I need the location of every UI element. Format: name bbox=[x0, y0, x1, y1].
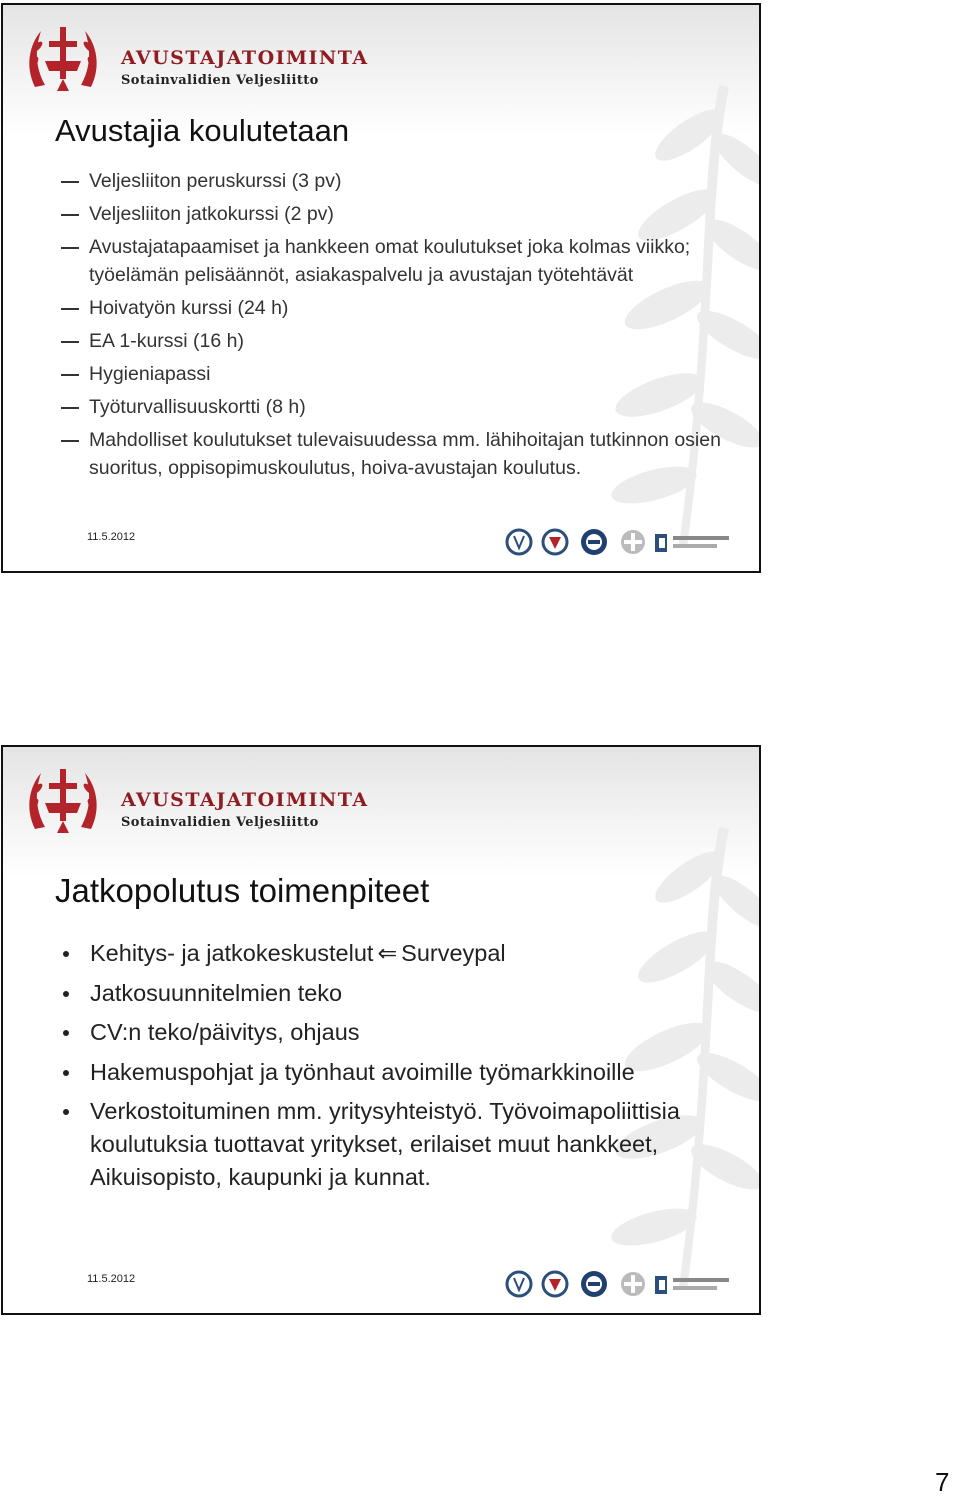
dash-icon bbox=[61, 247, 79, 249]
list-item bbox=[61, 1056, 751, 1089]
training-list bbox=[61, 167, 751, 487]
list-item bbox=[61, 393, 751, 421]
partner-logo-4-icon bbox=[619, 528, 647, 560]
partner-logo-5-icon bbox=[653, 530, 733, 560]
list-item-text: Hakemuspohjat ja työnhaut avoimille työmarkkinoille bbox=[90, 1058, 635, 1085]
list-item bbox=[61, 167, 751, 195]
veljesliitto-emblem-icon bbox=[25, 765, 101, 837]
dash-icon bbox=[61, 308, 79, 310]
dash-icon bbox=[61, 440, 79, 442]
partner-logo-5-icon bbox=[653, 1272, 733, 1302]
slide-1 bbox=[1, 3, 761, 573]
list-item bbox=[61, 233, 751, 289]
list-item-text: Surveypal bbox=[401, 940, 506, 966]
list-item-text: CV:n teko/päivitys, ohjaus bbox=[90, 1019, 360, 1045]
list-item-text: Avustajatapaamiset ja hankkeen omat koulutukset joka kolmas viikko; työelämän pelisäännöt, asiakaspalvelu ja avustajan työtehtävät bbox=[89, 236, 691, 286]
list-item-text: Kehitys- ja jatkokeskustelut bbox=[90, 940, 374, 966]
list-item bbox=[61, 294, 751, 322]
list-item bbox=[61, 1016, 751, 1049]
partner-logos bbox=[501, 1262, 737, 1302]
left-arrow-icon: ⇐ bbox=[377, 940, 398, 966]
list-item bbox=[61, 327, 751, 355]
list-item-text: Mahdolliset koulutukset tulevaisuudessa mm. lähihoitajan tutkinnon osien suoritus, oppisopimuskoulutus, hoiva-avustajan koulutus. bbox=[89, 429, 721, 479]
list-item-text: Veljesliiton peruskurssi (3 pv) bbox=[89, 170, 342, 192]
list-item bbox=[61, 426, 751, 482]
measures-list bbox=[61, 937, 751, 1201]
partner-logo-4-icon bbox=[619, 1270, 647, 1302]
slide-date: 11.5.2012 bbox=[87, 1273, 136, 1285]
list-item bbox=[61, 200, 751, 228]
list-item bbox=[61, 1095, 751, 1194]
list-item-text: Työturvallisuuskortti (8 h) bbox=[89, 396, 306, 418]
dash-icon bbox=[61, 407, 79, 409]
slide-title: Avustajia koulutetaan bbox=[55, 113, 350, 148]
veljesliitto-emblem-icon bbox=[25, 23, 101, 95]
bullet-icon bbox=[63, 1109, 69, 1115]
partner-logo-2-icon bbox=[541, 1270, 569, 1302]
dash-icon bbox=[61, 341, 79, 343]
partner-logo-2-icon bbox=[541, 528, 569, 560]
list-item bbox=[61, 937, 751, 970]
list-item-text: Veljesliiton jatkokurssi (2 pv) bbox=[89, 203, 334, 225]
bullet-icon bbox=[63, 1070, 69, 1076]
partner-logo-1-icon bbox=[505, 528, 533, 560]
brand-header bbox=[25, 765, 369, 835]
partner-logos bbox=[501, 520, 737, 560]
bullet-icon bbox=[63, 951, 69, 957]
slide-2 bbox=[1, 745, 761, 1315]
bullet-icon bbox=[63, 1030, 69, 1036]
brand-title: AVUSTAJATOIMINTA bbox=[121, 789, 369, 811]
partner-logo-3-icon bbox=[579, 528, 609, 560]
list-item-text: Hoivatyön kurssi (24 h) bbox=[89, 297, 289, 319]
page-number: 7 bbox=[935, 1467, 950, 1497]
dash-icon bbox=[61, 181, 79, 183]
list-item-text: Verkostoituminen mm. yritysyhteistyö. Työvoimapoliittisia koulutuksia tuottavat yritykset, erilaiset muut hankkeet, Aikuisopisto, kaupunki ja kunnat. bbox=[90, 1098, 680, 1190]
bullet-icon bbox=[63, 991, 69, 997]
list-item-text: Hygieniapassi bbox=[89, 363, 211, 385]
list-item bbox=[61, 977, 751, 1010]
brand-subtitle: Sotainvalidien Veljesliitto bbox=[121, 815, 319, 830]
brand-subtitle: Sotainvalidien Veljesliitto bbox=[121, 73, 319, 88]
list-item-text: EA 1-kurssi (16 h) bbox=[89, 330, 244, 352]
dash-icon bbox=[61, 374, 79, 376]
dash-icon bbox=[61, 214, 79, 216]
brand-header bbox=[25, 23, 369, 93]
slide-date: 11.5.2012 bbox=[87, 531, 136, 543]
partner-logo-3-icon bbox=[579, 1270, 609, 1302]
list-item-text: Jatkosuunnitelmien teko bbox=[90, 979, 343, 1006]
list-item bbox=[61, 360, 751, 388]
brand-title: AVUSTAJATOIMINTA bbox=[121, 47, 369, 69]
partner-logo-1-icon bbox=[505, 1270, 533, 1302]
slide-title: Jatkopolutus toimenpiteet bbox=[55, 872, 430, 909]
